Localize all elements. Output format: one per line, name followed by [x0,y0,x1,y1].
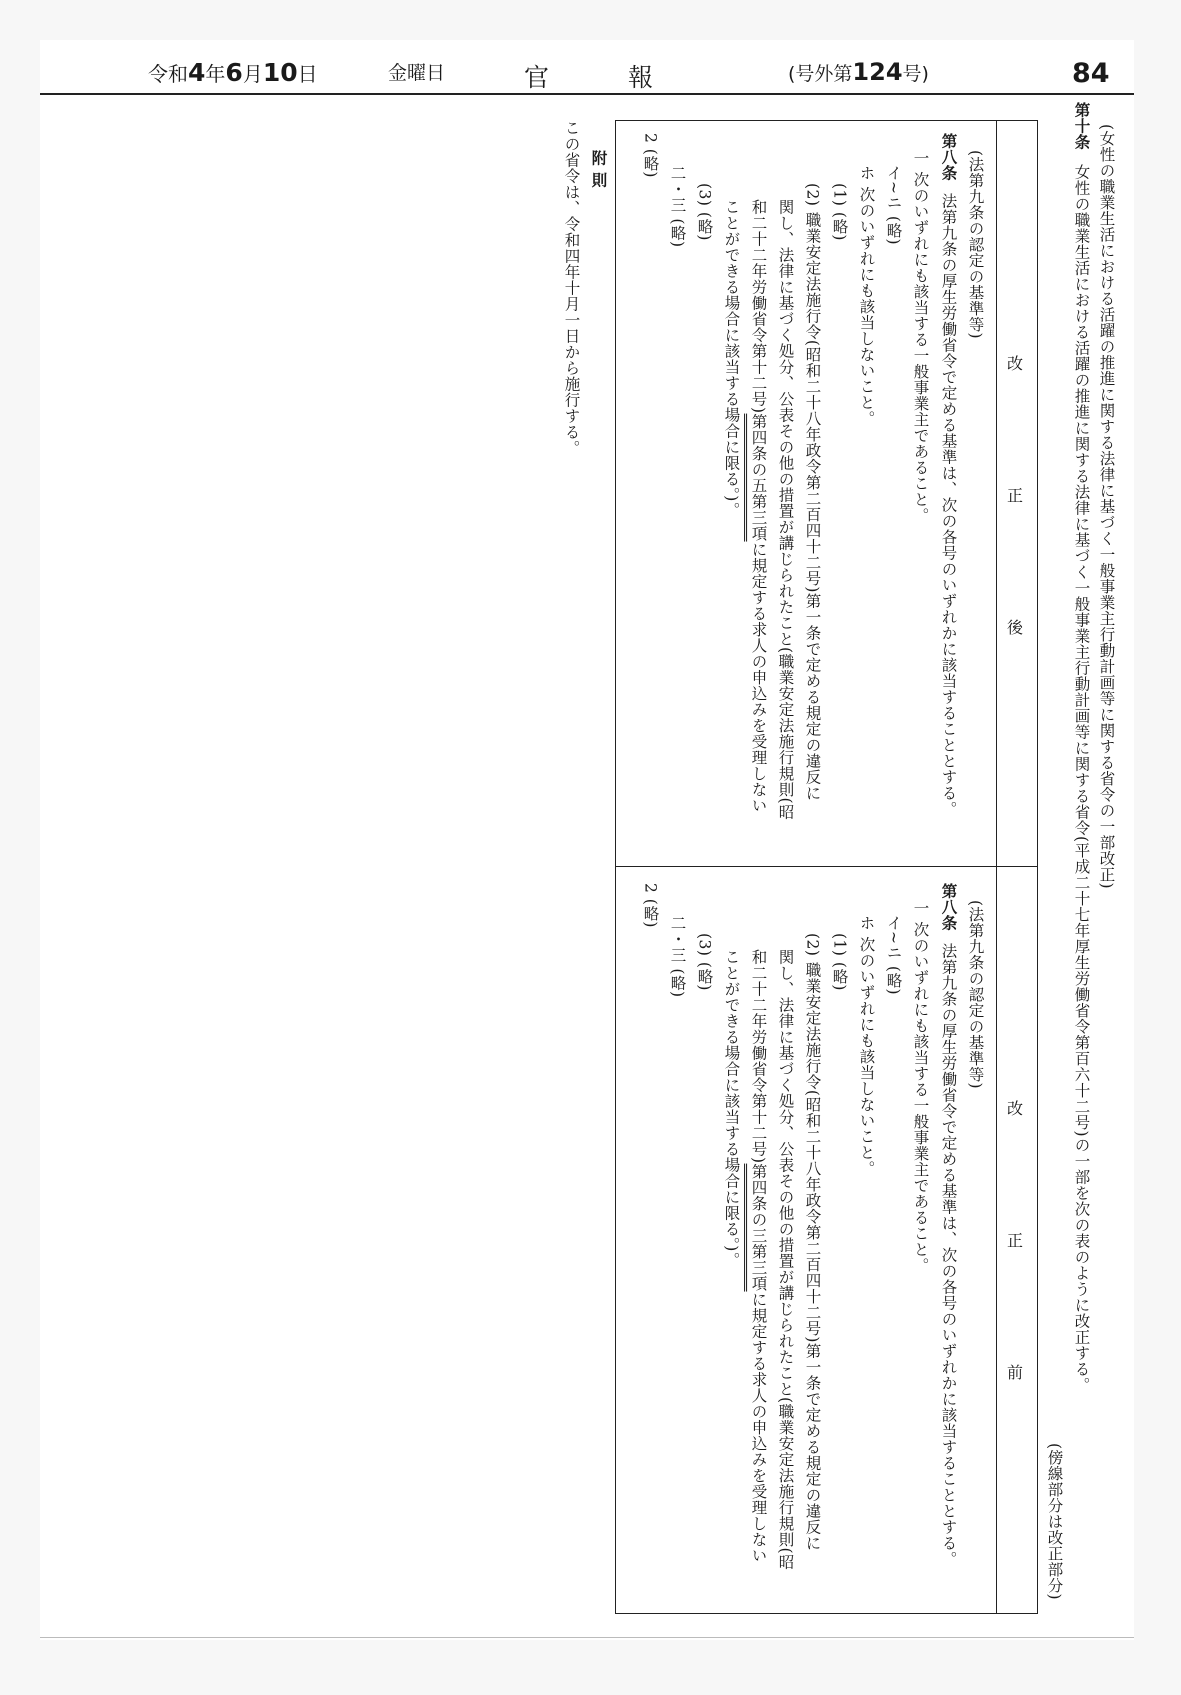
after-header-2: 正 [1007,486,1024,505]
issue-number: 124 [852,58,903,86]
after-sub-2-c-pre: 和二十二年労働省令第十二号) [749,199,768,414]
before-sub-1: (1) (略) [830,933,849,991]
after-sub-2-c [750,199,766,814]
after-sub-1: (1) (略) [830,183,849,241]
page-number: 84 [1072,58,1110,89]
footer-rule [40,1637,1134,1638]
before-sub-2-b: 関し、法律に基づく処分、公表その他の措置が講じられたこと(職業安定法施行規則(昭 [776,949,795,1571]
header-day-unit: 日 [297,62,318,86]
after-item-ho: ホ 次のいずれにも該当しないこと。 [857,165,876,427]
before-sub-2-d: ことができる場合に該当する場合に限る。)。 [722,949,741,1268]
before-sub-2-c [750,949,766,1564]
article-10 [1073,102,1089,1393]
header-day: 10 [262,58,298,87]
before-article-label: 第八条 [939,883,958,931]
header-year-unit: 年 [205,62,226,86]
table-divider [616,866,1037,867]
after-item-1: 一 次のいずれにも該当する一般事業主であること。 [911,150,930,524]
header-date [148,58,318,87]
after-sub-3: (3) (略) [695,183,714,241]
before-item-1: 一 次のいずれにも該当する一般事業主であること。 [911,900,930,1274]
after-caption: (法第九条の認定の基準等) [966,150,985,340]
after-article-text: 法第九条の厚生労働省令で定める基準は、次の各号のいずれかに該当することとする。 [939,193,958,817]
before-header-1: 改 [1007,1099,1024,1118]
header-weekday: 金曜日 [388,62,446,84]
after-para-2: 2 (略) [641,133,660,178]
comparison-table [615,120,1038,1614]
before-caption: (法第九条の認定の基準等) [966,900,985,1090]
header-era: 令和 [148,62,188,86]
header-rule [40,93,1134,95]
article-10-label: 第十条 [1072,102,1091,150]
supplementary-heading: 附 則 [589,150,608,188]
after-sub-2-c-post: に規定する求人の申込みを受理しない [749,541,768,814]
after-changed-text: 第四条の五第三項 [749,413,768,542]
supplementary-text: この省令は、令和四年十月一日から施行する。 [562,120,581,456]
after-sub-2-b: 関し、法律に基づく処分、公表その他の措置が講じられたこと(職業安定法施行規則(昭 [776,199,795,821]
after-item-i-ni: イ~ニ (略) [884,165,903,246]
before-header-3: 前 [1007,1363,1024,1382]
after-article-8 [940,133,956,817]
before-article-8 [940,883,956,1567]
after-header-3: 後 [1007,618,1024,637]
header-month: 6 [225,58,243,87]
after-article-label: 第八条 [939,133,958,181]
header-issue [788,58,929,86]
after-sub-2-d: ことができる場合に該当する場合に限る。)。 [722,199,741,518]
before-article-text: 法第九条の厚生労働省令で定める基準は、次の各号のいずれかに該当することとする。 [939,943,958,1567]
amendment-subject: (女性の職業生活における活躍の推進に関する法律に基づく一般事業主行動計画等に関する省令の一部改正) [1097,124,1116,890]
before-item-i-ni: イ~ニ (略) [884,915,903,996]
after-sub-2-a: (2) 職業安定法施行令(昭和二十八年政令第二百四十二号)第一条で定める規定の違反に [803,183,822,801]
before-sub-3: (3) (略) [695,933,714,991]
issue-prefix: (号外第 [788,63,853,85]
header-title-kan: 官 [524,63,550,92]
before-item-2-3: 二・三 (略) [668,915,687,998]
article-10-text: 女性の職業生活における活躍の推進に関する法律に基づく一般事業主行動計画等に関する省令(平成二十七年厚生労働省令第百六十二号)の一部を次の表のように改正する。 [1072,164,1091,1394]
table-header-column [996,121,1037,1613]
page-header [0,58,1181,94]
before-item-ho: ホ 次のいずれにも該当しないこと。 [857,915,876,1177]
header-title-po: 報 [628,63,654,92]
issue-suffix: 号) [902,63,929,85]
underline-note: (傍線部分は改正部分) [1045,1443,1064,1601]
before-header-2: 正 [1007,1231,1024,1250]
before-para-2: 2 (略) [641,883,660,928]
before-sub-2-a: (2) 職業安定法施行令(昭和二十八年政令第二百四十二号)第一条で定める規定の違反に [803,933,822,1551]
after-item-2-3: 二・三 (略) [668,165,687,248]
after-header-1: 改 [1007,354,1024,373]
header-month-unit: 月 [242,62,263,86]
header-year: 4 [188,58,206,87]
before-sub-2-c-post: に規定する求人の申込みを受理しない [749,1291,768,1564]
before-changed-text: 第四条の三第三項 [749,1163,768,1292]
before-sub-2-c-pre: 和二十二年労働省令第十二号) [749,949,768,1164]
